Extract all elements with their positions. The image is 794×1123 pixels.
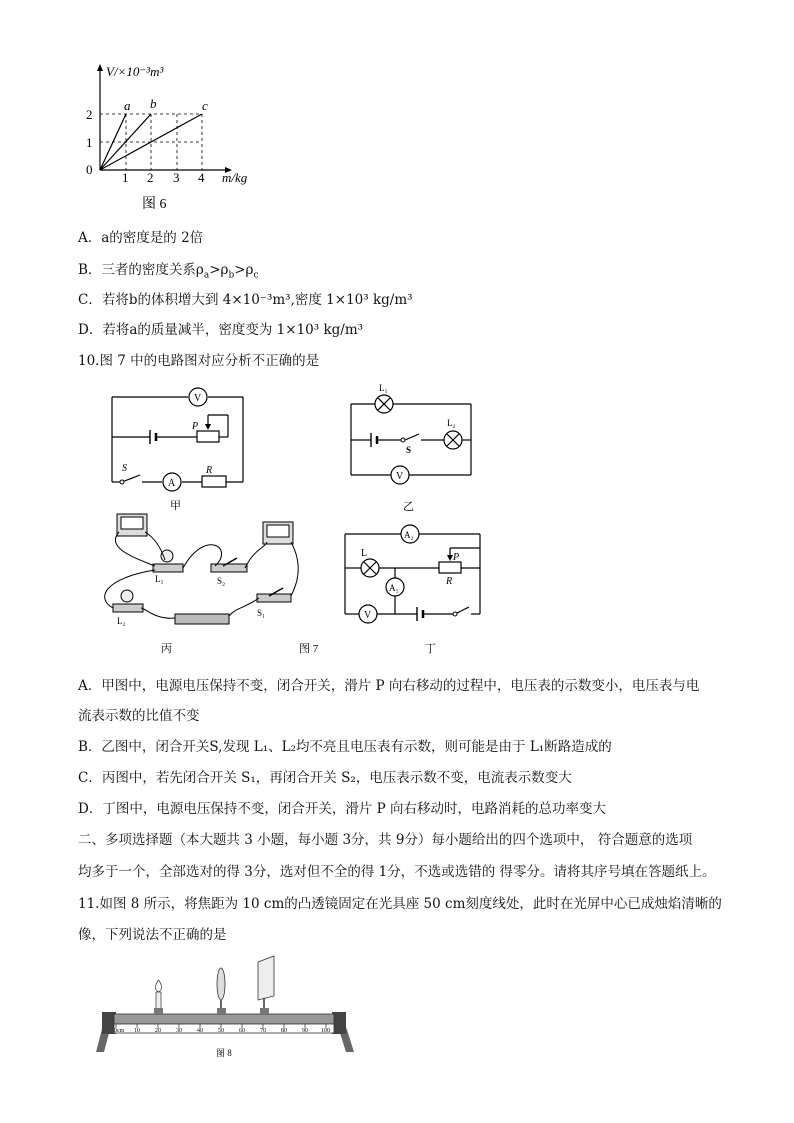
q9-b-mid2: >ρ <box>234 262 254 278</box>
x-tick-1: 1 <box>122 170 129 185</box>
ding-resistor-label: R <box>446 576 453 587</box>
ding-lamp-label: L <box>361 548 368 559</box>
q10-option-a-line2: 流表示数的比值不变 <box>78 708 200 724</box>
q9-b-sub-c: c <box>253 270 259 281</box>
jia-resistor-label: R <box>206 465 213 476</box>
series-label-c: c <box>202 98 208 113</box>
graph-6 <box>80 58 280 218</box>
x-tick-4: 4 <box>198 170 205 185</box>
optical-bench-fig8 <box>92 952 362 1062</box>
jia-voltmeter-label: V <box>194 393 202 404</box>
ruler-tick-90: 90 <box>302 1028 308 1034</box>
ruler-tick-100: 100 <box>321 1028 330 1034</box>
ruler-tick-40: 40 <box>197 1028 203 1034</box>
q9-option-d: D．若将a的质量减半，密度变为 1×10³ kg/m³ <box>78 322 364 338</box>
bing-s1-label: S₁ <box>257 608 266 618</box>
y-tick-0: 0 <box>86 162 93 177</box>
yi-l1-label: L₁ <box>379 383 388 393</box>
q9-b-mid1: >ρ <box>209 262 229 278</box>
ruler-tick-50: 50 <box>218 1028 224 1034</box>
jia-caption: 甲 <box>170 500 181 512</box>
ruler-tick-0: 0cm <box>114 1028 125 1034</box>
circuit-jia <box>100 385 260 515</box>
circuit-ding <box>335 518 485 658</box>
q9-option-b <box>78 261 259 285</box>
ding-a2-label: A₂ <box>404 530 414 540</box>
q11-line1: 11.如图 8 所示，将焦距为 10 cm的凸透镜固定在光具座 50 cm刻度线处，此时在光屏中心已成烛焰清晰的 <box>78 896 722 912</box>
ding-a1-label: A₁ <box>389 583 399 593</box>
jia-slider-label: P <box>192 421 199 432</box>
q9-b-pre: B．三者的密度关系ρ <box>78 262 204 278</box>
x-axis-label: m/kg <box>222 170 248 185</box>
figure-8-caption: 图 8 <box>216 1048 232 1058</box>
x-tick-3: 3 <box>173 170 180 185</box>
ruler-tick-30: 30 <box>176 1028 182 1034</box>
q9-option-a: A．a的密度是的 2倍 <box>78 230 204 246</box>
jia-switch-label: S <box>122 463 127 474</box>
ruler-tick-70: 70 <box>260 1028 266 1034</box>
bing-s2-label: S₂ <box>217 576 226 586</box>
q9-b-sub-b: b <box>228 270 235 281</box>
figure-7-caption: 图 7 <box>299 643 319 655</box>
ruler-tick-60: 60 <box>239 1028 245 1034</box>
ruler-tick-20: 20 <box>155 1028 161 1034</box>
q9-option-c: C．若将b的体积增大到 4×10⁻³m³,密度 1×10³ kg/m³ <box>78 292 413 308</box>
ding-slider-label: P <box>453 552 460 563</box>
ding-caption: 丁 <box>425 643 436 655</box>
yi-switch-label: S <box>406 445 412 455</box>
ruler-tick-10: 10 <box>134 1028 140 1034</box>
q10-option-c: C．丙图中，若先闭合开关 S₁，再闭合开关 S₂，电压表示数不变，电流表示数变大 <box>78 770 572 786</box>
q10-stem: 10.图 7 中的电路图对应分析不正确的是 <box>78 353 320 369</box>
q10-option-a-line1: A．甲图中，电源电压保持不变，闭合开关，滑片 P 向右移动的过程中，电压表的示数变小，电压表与电 <box>78 678 700 694</box>
y-axis-label: V/×10⁻³m³ <box>106 64 164 79</box>
q10-option-b: B．乙图中，闭合开关S,发现 L₁、L₂均不亮且电压表有示数，则可能是由于 L₁断路造成的 <box>78 739 612 755</box>
circuit-yi <box>345 380 480 515</box>
q10-option-d: D．丁图中，电源电压保持不变，闭合开关，滑片 P 向右移动时，电路消耗的总功率变大 <box>78 801 606 817</box>
circuit-bing <box>95 508 319 658</box>
bing-l2-label: L₂ <box>117 616 126 626</box>
series-label-a: a <box>124 98 131 113</box>
bing-l1-label: L₁ <box>155 574 164 584</box>
y-tick-1: 1 <box>86 135 93 150</box>
line-a <box>100 114 126 170</box>
y-tick-2: 2 <box>86 107 93 122</box>
q11-line2: 像，下列说法不正确的是 <box>78 927 227 943</box>
yi-voltmeter-label: V <box>396 471 404 482</box>
jia-ammeter-label: A <box>168 478 176 489</box>
section2-line1: 二、多项选择题（本大题共 3 小题，每小题 3分，共 9分）每小题给出的四个选项中， 符合题意的选项 <box>78 832 693 848</box>
series-label-b: b <box>150 96 157 111</box>
yi-l2-label: L₂ <box>447 418 456 428</box>
x-tick-2: 2 <box>147 170 154 185</box>
q9-b-sub-a: a <box>203 270 210 281</box>
yi-caption: 乙 <box>403 501 414 513</box>
bing-caption: 丙 <box>161 643 172 655</box>
ruler-tick-80: 80 <box>281 1028 287 1034</box>
figure-6-caption: 图 6 <box>142 197 167 212</box>
section2-line2: 均多于一个，全部选对的得 3分，选对但不全的得 1分，不选或选错的 得零分。请将其序号填在答题纸上。 <box>78 864 716 880</box>
ding-voltmeter-label: V <box>364 610 372 621</box>
